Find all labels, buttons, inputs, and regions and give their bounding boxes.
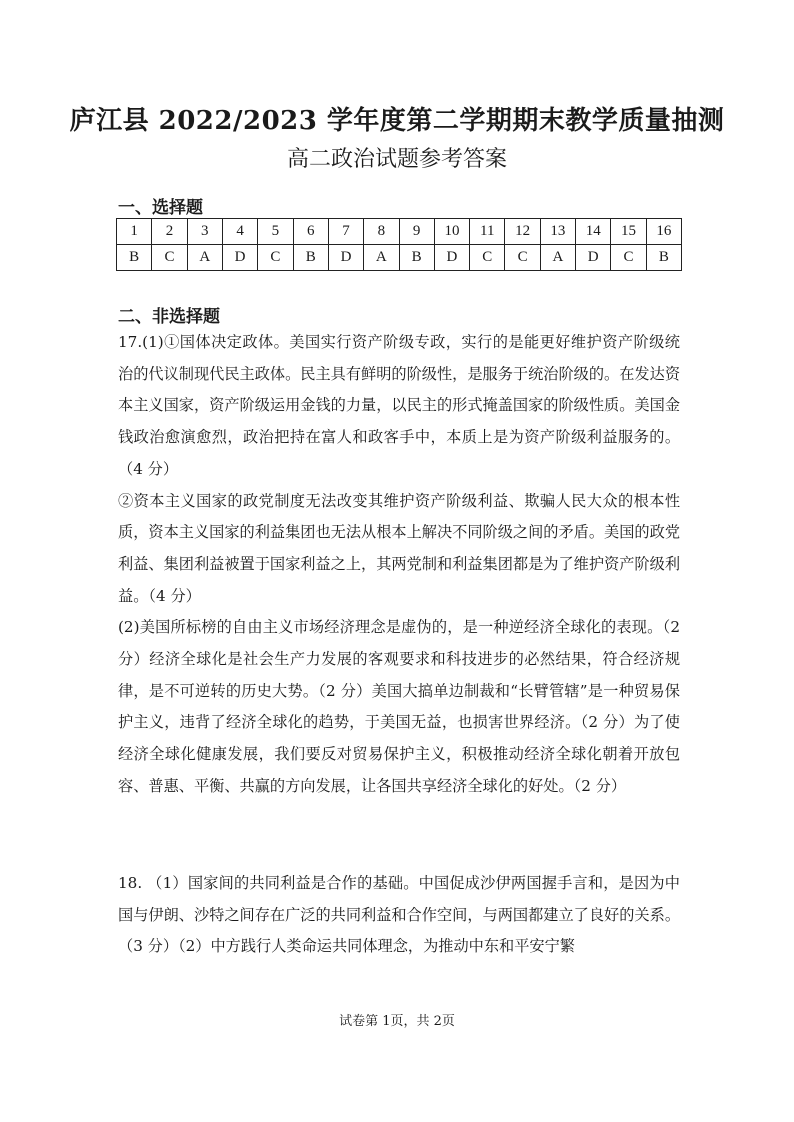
answer-cell: C bbox=[470, 245, 505, 271]
page-title: 庐江县 2022/2023 学年度第二学期期末教学质量抽测 bbox=[69, 106, 725, 136]
answer-cell: D bbox=[328, 245, 363, 271]
answer-cell: A bbox=[187, 245, 222, 271]
answer-cell: D bbox=[576, 245, 611, 271]
answer-cell: C bbox=[152, 245, 187, 271]
question-number-cell: 11 bbox=[470, 219, 505, 245]
question-number-cell: 2 bbox=[152, 219, 187, 245]
question-17-answer bbox=[118, 327, 680, 803]
question-18-answer bbox=[118, 868, 680, 963]
page-footer: 试卷第 1页，共 2页 bbox=[339, 1014, 455, 1029]
q17-part1-point2: ②资本主义国家的政党制度无法改变其维护资产阶级利益、欺骗人民大众的根本性质，资本主义国家的利益集团也无法从根本上解决不同阶级之间的矛盾。美国的政党利益、集团利益被置于国家利益之上，其两党制和利益集团都是为了维护资产阶级利益。（4 分） bbox=[118, 491, 680, 605]
answer-cell: D bbox=[434, 245, 469, 271]
answer-cell: C bbox=[258, 245, 293, 271]
question-number-cell: 8 bbox=[364, 219, 399, 245]
answer-cell: A bbox=[364, 245, 399, 271]
answer-cell: C bbox=[611, 245, 646, 271]
page-subtitle: 高二政治试题参考答案 bbox=[286, 147, 507, 172]
section-heading-open-questions: 二、非选择题 bbox=[118, 307, 220, 327]
question-number-row bbox=[117, 219, 682, 245]
q18-answer-text: 18. （1）国家间的共同利益是合作的基础。中国促成沙伊两国握手言和，是因为中国与伊朗、沙特之间存在广泛的共同利益和合作空间，与两国都建立了良好的关系。（3 分）（2）中方践行人类命运共同体理念，为推动中东和平安宁繁 bbox=[118, 874, 680, 956]
question-number-cell: 7 bbox=[328, 219, 363, 245]
q17-part1-point1: 17.(1)①国体决定政体。美国实行资产阶级专政，实行的是能更好维护资产阶级统治的代议制现代民主政体。民主具有鲜明的阶级性，是服务于统治阶级的。在发达资本主义国家，资产阶级运用金钱的力量，以民主的形式掩盖国家的阶级性质。美国金钱政治愈演愈烈，政治把持在富人和政客手中，本质上是为资产阶级利益服务的。（4 分） bbox=[118, 333, 680, 478]
question-number-cell: 1 bbox=[117, 219, 152, 245]
question-number-cell: 9 bbox=[399, 219, 434, 245]
answer-cell: B bbox=[293, 245, 328, 271]
answer-cell: A bbox=[540, 245, 575, 271]
question-number-cell: 10 bbox=[434, 219, 469, 245]
question-number-cell: 15 bbox=[611, 219, 646, 245]
question-number-cell: 16 bbox=[646, 219, 681, 245]
section-heading-multiple-choice: 一、选择题 bbox=[118, 198, 203, 218]
question-number-cell: 5 bbox=[258, 219, 293, 245]
answer-table bbox=[116, 218, 682, 271]
q17-part2: (2)美国所标榜的自由主义市场经济理念是虚伪的，是一种逆经济全球化的表现。（2 分）经济全球化是社会生产力发展的客观要求和科技进步的必然结果，符合经济规律，是不可逆转的历史大势。（2 分）美国大搞单边制裁和“长臂管辖”是一种贸易保护主义，违背了经济全球化的趋势，于美国无益，也损害世界经济。（2 分）为了使经济全球化健康发展，我们要反对贸易保护主义，积极推动经济全球化朝着开放包容、普惠、平衡、共赢的方向发展，让各国共享经济全球化的好处。（2 分） bbox=[118, 618, 680, 795]
answer-row bbox=[117, 245, 682, 271]
question-number-cell: 6 bbox=[293, 219, 328, 245]
question-number-cell: 14 bbox=[576, 219, 611, 245]
question-number-cell: 4 bbox=[222, 219, 257, 245]
question-number-cell: 3 bbox=[187, 219, 222, 245]
answer-cell: C bbox=[505, 245, 540, 271]
answer-cell: D bbox=[222, 245, 257, 271]
answer-cell: B bbox=[646, 245, 681, 271]
answer-cell: B bbox=[117, 245, 152, 271]
question-number-cell: 12 bbox=[505, 219, 540, 245]
question-number-cell: 13 bbox=[540, 219, 575, 245]
answer-cell: B bbox=[399, 245, 434, 271]
